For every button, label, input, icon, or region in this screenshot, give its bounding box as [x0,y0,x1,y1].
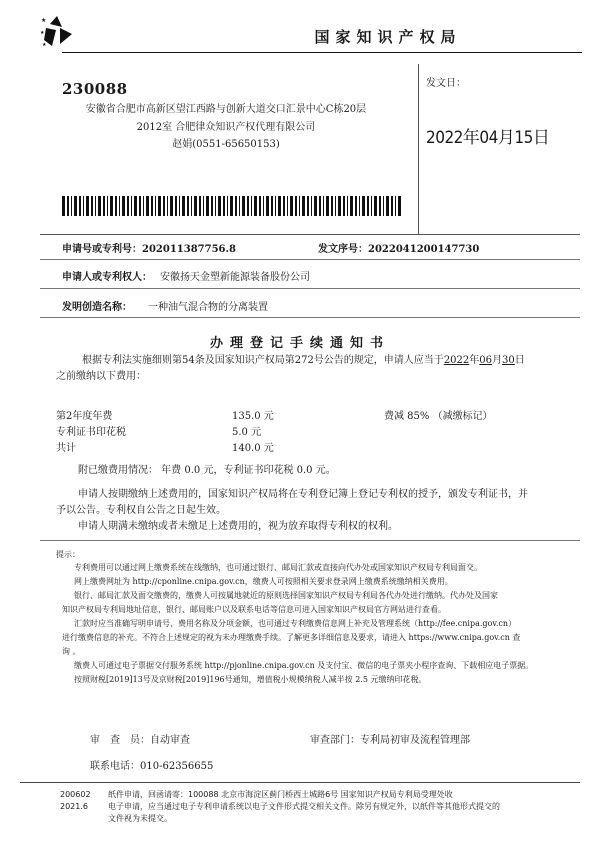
row-divider [40,288,580,289]
barcode-bar [307,196,309,216]
barcode-bar [323,196,324,216]
barcode-bar [155,196,156,216]
fee-total-label: 共计 [56,443,76,454]
barcode-bar [230,196,233,216]
barcode-bar [103,196,105,216]
phone-number: 010-62356655 [140,761,214,772]
serial-label: 发文序号： [318,244,368,255]
barcode-bar [383,196,384,216]
examiner-row [90,733,190,749]
barcode-bar [179,196,180,216]
hint-line: 询 。 [62,647,81,656]
deadline-month: 06 [479,355,492,366]
barcode-bar [115,196,117,216]
barcode-bar [242,196,245,216]
applicant-label: 申请人或专利权人： [62,272,152,283]
address-line: 赵娟(0551-65650153) [172,139,280,150]
barcode-bar [143,196,144,216]
hint-line: 专利费用可以通过网上缴费系统在线缴纳，也可通过银行、邮局汇款或直接向代办处或国家知识产权局专利局面交。 [74,563,482,572]
applicant-row [62,268,310,283]
grant-paragraph-line: 予以公告。专利权自公告之日起生效。 [56,505,226,516]
barcode-bar [314,196,317,216]
barcode-bar [127,196,129,216]
barcode-bar [194,196,197,216]
examiner-label: 审 查 员： [90,735,150,746]
hints-label: 提示： [56,550,80,559]
barcode-bar [218,196,221,216]
deadline-month-unit: 月 [492,355,502,366]
department-row [310,733,470,749]
barcode-bar [319,196,321,216]
deadline-paragraph [56,353,582,385]
date-value: 2022年04月15日 [426,128,550,148]
fee-total-amount: 140.0 元 [232,443,274,454]
row-divider [40,317,580,318]
barcode-bar [215,196,216,216]
barcode-bar [362,196,365,216]
footer-line: 纸件申请，回函请寄：100088 北京市海淀区蓟门桥西土城路6号 国家知识产权局专利局受理处收 [108,790,453,799]
barcode-bar [295,196,297,216]
barcode-bar [391,196,393,216]
svg-text:★: ★ [40,30,45,36]
barcode-bar [302,196,305,216]
barcode-bar [259,196,261,216]
form-code: 200602 [60,790,91,799]
barcode-bar [227,196,228,216]
row-divider [40,259,580,260]
hint-line: 按照财税[2019]13号及京财税[2019]196号通知，增值税小规模纳税人减半按 2.5 元缴纳印花税。 [74,675,427,684]
barcode-bar [311,196,312,216]
barcode-bar [203,196,204,216]
barcode-bar [275,196,276,216]
forfeit-paragraph: 申请人期满未缴纳或者未缴足上述费用的，视为放弃取得专利权的权利。 [78,521,398,532]
barcode-bar [211,196,213,216]
barcode-bar [271,196,273,216]
barcode-bar [283,196,285,216]
barcode-bar [355,196,357,216]
deadline-day: 30 [502,355,515,366]
department-label: 审查部门： [310,735,360,746]
barcode-bar [139,196,141,216]
barcode-bar [223,196,225,216]
barcode-bar [163,196,165,216]
barcode-bar [287,196,288,216]
barcode-bar [247,196,249,216]
address-box-bottom-rule [40,234,580,235]
address-line: 2012室 合肥律众知识产权代理有限公司 [136,122,316,133]
barcode-bar [299,196,300,216]
footer-divider [20,782,580,783]
hint-line: 知识产权局专利局地址信息，银行、邮局账户以及联系电话等信息可进入国家知识产权局官方网站进行查看。 [62,605,446,614]
hint-line: 网上缴费网址为 http://cponline.cnipa.gov.cn，缴费人可按照相关要求登录网上缴费系统缴纳相关费用。 [74,577,453,586]
barcode-bar [379,196,381,216]
barcode-bar [359,196,360,216]
barcode-bar [146,196,149,216]
app-number-row [62,240,236,255]
fee-name: 第2年度年费 [56,411,113,422]
barcode-bar [98,196,101,216]
phone-row [90,759,213,775]
barcode-bar [122,196,125,216]
barcode-bar [266,196,269,216]
phone-label: 联系电话： [90,761,140,772]
section-divider [40,540,580,541]
barcode [62,196,402,216]
barcode-bar [398,196,401,216]
postcode: 230088 [62,80,128,98]
barcode-bar [67,196,69,216]
barcode-bar [62,196,65,216]
address-box-divider [418,64,419,234]
barcode-bar [367,196,369,216]
barcode-bar [235,196,237,216]
fee-name: 专利证书印花税 [56,427,126,438]
barcode-bar [91,196,93,216]
deadline-text: 根据专利法实施细则第54条及国家知识产权局第272号公告的规定，申请人应当于 [82,355,444,366]
barcode-bar [110,196,113,216]
applicant-name: 安徽扬天金塑新能源装备股份公司 [160,272,310,283]
barcode-bar [395,196,396,216]
barcode-bar [206,196,209,216]
barcode-bar [131,196,132,216]
cnipa-emblem-icon [40,14,74,50]
fee-amount: 135.0 元 [232,411,274,422]
fee-note: 费减 85% （减缴标记） [384,411,493,422]
barcode-bar [254,196,257,216]
app-number-label: 申请号或专利号： [62,244,142,255]
svg-text:★: ★ [42,42,47,48]
barcode-bar [290,196,293,216]
barcode-bar [278,196,281,216]
barcode-bar [263,196,264,216]
barcode-bar [338,196,341,216]
barcode-bar [86,196,89,216]
barcode-bar [187,196,189,216]
barcode-bar [119,196,120,216]
barcode-bar [107,196,108,216]
hint-line: 银行、邮局汇款及面交缴费的，缴费人可按属地就近的原则选择国家知识产权局专利局各代办处进行缴纳。代办处及国家 [74,591,498,600]
invention-label: 发明创造名称： [62,302,132,313]
barcode-bar [199,196,201,216]
serial-number: 2022041200147730 [368,244,480,255]
barcode-bar [371,196,372,216]
footer-line: 文件视为未提交。 [108,814,172,823]
deadline-year: 2022 [443,355,470,366]
deadline-text-continued: 之前缴纳以下费用： [56,371,146,382]
barcode-bar [326,196,329,216]
footer-line: 电子申请，应当通过电子专利申请系统以电子文件形式提交相关文件。除另有规定外，以纸件等其他形式提交的 [108,802,500,811]
deadline-day-unit: 日 [514,355,525,366]
barcode-bar [71,196,72,216]
svg-text:★: ★ [41,17,47,24]
barcode-bar [191,196,192,216]
date-label: 发文日： [426,78,466,89]
header-divider [62,52,582,53]
barcode-bar [386,196,389,216]
address-line: 安徽省合肥市高新区望江西路与创新大道交口汇景中心C栋20层 [85,104,367,115]
barcode-bar [175,196,177,216]
barcode-bar [251,196,252,216]
barcode-bar [151,196,153,216]
deadline-year-unit: 年 [469,355,480,366]
hints-block [62,561,560,687]
grant-paragraph-line: 申请人按期缴纳上述费用的，国家知识产权局将在专利登记簿上登记专利权的授予，颁发专利证书，并 [78,489,528,500]
notice-title: 办理登记手续通知书 [209,336,390,351]
barcode-bar [170,196,173,216]
barcode-bar [79,196,81,216]
hint-line: 汇款时应当准确写明申请号、费用名称及分项金额，也可通过专利缴费信息网上补充及管理系统（http://fee.cnipa.gov.cn） [74,619,517,628]
barcode-bar [95,196,96,216]
fee-amount: 5.0 元 [232,427,262,438]
barcode-bar [239,196,240,216]
barcode-bar [74,196,77,216]
department-name: 专利局初审及流程管理部 [360,735,470,746]
barcode-bar [374,196,377,216]
office-title: 国家知识产权局 [314,28,462,46]
invention-row [62,298,268,313]
barcode-bar [134,196,137,216]
barcode-bar [350,196,353,216]
barcode-bar [335,196,336,216]
barcode-bar [343,196,345,216]
hint-line: 进行缴费信息的补充。不符合上述规定的视为未办理缴费手续。了解更多详细信息及要求，请进入 https://www.cnipa.gov.cn 查 [62,633,521,642]
paid-fees-line: 附已缴费用情况： 年费 0.0 元，专利证书印花税 0.0 元。 [78,465,336,476]
barcode-bar [167,196,168,216]
barcode-bar [347,196,348,216]
barcode-bar [331,196,333,216]
hint-line: 缴费人可通过电子票据交付服务系统 http://pjonline.cnipa.gov.cn 及支付宝、微信的电子票夹小程序查询、下载相应电子票据。 [74,661,534,670]
barcode-bar [158,196,161,216]
examiner-name: 自动审查 [150,735,190,746]
serial-row [318,240,479,255]
form-version: 2021.6 [60,802,88,811]
barcode-bar [83,196,84,216]
barcode-bar [182,196,185,216]
invention-title: 一种油气混合物的分离装置 [148,302,268,313]
app-number: 202011387756.8 [142,244,236,255]
